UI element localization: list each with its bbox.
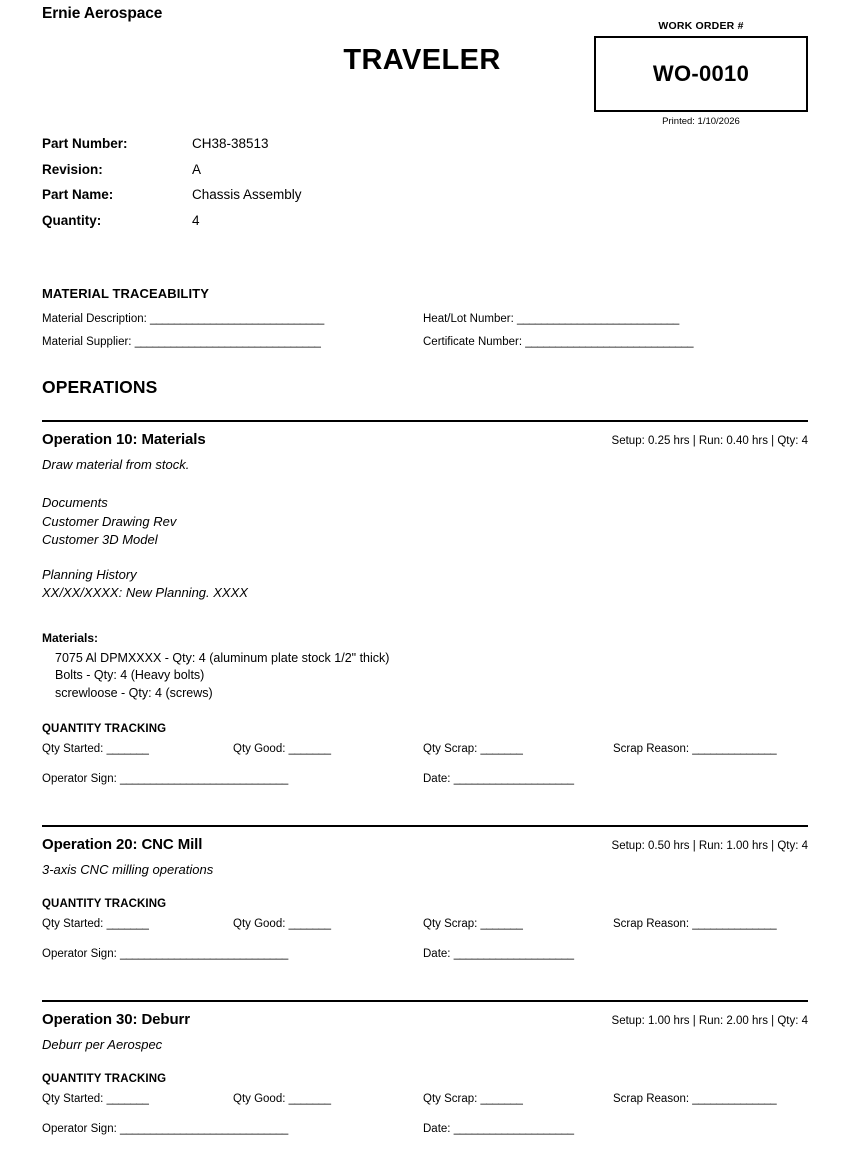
quantity-label: Quantity: xyxy=(42,212,102,228)
revision-label: Revision: xyxy=(42,161,103,177)
operator-sign-field xyxy=(42,773,288,785)
operation-description: Deburr per Aerospec xyxy=(42,1037,163,1052)
qty-good-field xyxy=(233,743,331,755)
operation-meta: Setup: 1.00 hrs | Run: 2.00 hrs | Qty: 4 xyxy=(611,1015,808,1027)
quantity-tracking-row xyxy=(42,1093,808,1123)
quantity-value: 4 xyxy=(192,212,200,228)
part-number-label: Part Number: xyxy=(42,136,128,151)
qty-scrap-blank[interactable]: _______ xyxy=(480,918,523,930)
scrap-reason-field xyxy=(613,1093,776,1105)
qty-good-blank[interactable]: _______ xyxy=(288,743,331,755)
date-label: Date: xyxy=(423,1123,451,1135)
operation-header xyxy=(42,827,808,853)
operation-documents xyxy=(42,494,808,550)
operation-description: 3-axis CNC milling operations xyxy=(42,862,214,877)
qty-scrap-field xyxy=(423,743,523,755)
operator-sign-blank[interactable]: ____________________________ xyxy=(120,1123,288,1135)
heat-lot-number-blank[interactable]: ___________________________ xyxy=(516,313,679,325)
heat-lot-number-label: Heat/Lot Number: xyxy=(423,313,514,325)
date-blank[interactable]: ____________________ xyxy=(453,1123,574,1135)
scrap-reason-blank[interactable]: ______________ xyxy=(692,918,777,930)
operator-sign-label: Operator Sign: xyxy=(42,948,117,960)
quantity-tracking-heading: QUANTITY TRACKING xyxy=(42,898,167,910)
date-field xyxy=(423,948,574,960)
qty-started-label: Qty Started: xyxy=(42,743,104,755)
date-label: Date: xyxy=(423,773,451,785)
part-info-row xyxy=(42,213,864,239)
date-blank[interactable]: ____________________ xyxy=(453,773,574,785)
operator-sign-field xyxy=(42,948,288,960)
qty-started-label: Qty Started: xyxy=(42,918,104,930)
material-description-label: Material Description: xyxy=(42,313,147,325)
material-supplier-field xyxy=(42,336,321,348)
material-item: screwloose - Qty: 4 (screws) xyxy=(55,685,213,700)
quantity-tracking-row xyxy=(42,948,808,978)
work-order-number: WO-0010 xyxy=(652,61,750,86)
material-description-field xyxy=(42,313,324,325)
quantity-tracking-heading: QUANTITY TRACKING xyxy=(42,1073,167,1085)
certificate-number-field xyxy=(423,336,693,348)
qty-started-field xyxy=(42,1093,149,1105)
quantity-tracking-heading: QUANTITY TRACKING xyxy=(42,723,167,735)
work-order-block xyxy=(594,20,808,127)
qty-started-label: Qty Started: xyxy=(42,1093,104,1105)
revision-value: A xyxy=(192,161,202,177)
operation-10 xyxy=(0,422,864,803)
quantity-tracking-row xyxy=(42,918,808,948)
operation-planning-history xyxy=(42,566,808,603)
quantity-tracking-fields xyxy=(42,743,808,803)
material-item: 7075 Al DPMXXXX - Qty: 4 (aluminum plate stock 1/2" thick) xyxy=(55,650,390,665)
qty-scrap-label: Qty Scrap: xyxy=(423,918,478,930)
certificate-number-blank[interactable]: ____________________________ xyxy=(525,336,694,348)
operation-meta: Setup: 0.25 hrs | Run: 0.40 hrs | Qty: 4 xyxy=(611,435,808,447)
work-order-label: WORK ORDER # xyxy=(658,20,744,32)
quantity-tracking-row xyxy=(42,743,808,773)
document-header xyxy=(0,0,864,132)
qty-scrap-label: Qty Scrap: xyxy=(423,743,478,755)
quantity-tracking-fields xyxy=(42,918,808,978)
qty-scrap-field xyxy=(423,918,523,930)
part-number-value: CH38-38513 xyxy=(192,136,269,151)
operator-sign-blank[interactable]: ____________________________ xyxy=(120,773,288,785)
operator-sign-label: Operator Sign: xyxy=(42,773,117,785)
quantity-tracking-row xyxy=(42,773,808,803)
material-supplier-label: Material Supplier: xyxy=(42,336,132,348)
qty-started-blank[interactable]: _______ xyxy=(106,743,149,755)
qty-scrap-blank[interactable]: _______ xyxy=(480,1093,523,1105)
materials-heading: Materials: xyxy=(42,630,99,645)
qty-good-blank[interactable]: _______ xyxy=(288,1093,331,1105)
scrap-reason-label: Scrap Reason: xyxy=(613,743,690,755)
quantity-tracking-fields xyxy=(42,1093,808,1153)
part-name-value: Chassis Assembly xyxy=(192,187,302,202)
operation-header xyxy=(42,1002,808,1028)
qty-scrap-blank[interactable]: _______ xyxy=(480,743,523,755)
document-item: Customer Drawing Rev xyxy=(42,513,177,529)
qty-scrap-label: Qty Scrap: xyxy=(423,1093,478,1105)
quantity-tracking-row xyxy=(42,1123,808,1153)
qty-started-field xyxy=(42,743,149,755)
part-info-row xyxy=(42,162,864,188)
part-info-block xyxy=(0,136,864,238)
qty-good-label: Qty Good: xyxy=(233,918,286,930)
operation-title: Operation 30: Deburr xyxy=(42,1011,191,1028)
scrap-reason-label: Scrap Reason: xyxy=(613,1093,690,1105)
scrap-reason-label: Scrap Reason: xyxy=(613,918,690,930)
qty-started-field xyxy=(42,918,149,930)
qty-good-blank[interactable]: _______ xyxy=(288,918,331,930)
qty-good-label: Qty Good: xyxy=(233,1093,286,1105)
material-traceability-row xyxy=(42,336,864,359)
qty-good-field xyxy=(233,1093,331,1105)
operation-title: Operation 10: Materials xyxy=(42,431,206,448)
material-item: Bolts - Qty: 4 (Heavy bolts) xyxy=(55,668,205,682)
material-traceability-section xyxy=(0,286,864,359)
date-label: Date: xyxy=(423,948,451,960)
part-name-label: Part Name: xyxy=(42,187,114,202)
operation-meta: Setup: 0.50 hrs | Run: 1.00 hrs | Qty: 4 xyxy=(611,840,808,852)
page-title: TRAVELER xyxy=(343,44,501,76)
materials-list xyxy=(42,650,808,703)
spacer xyxy=(0,803,864,825)
scrap-reason-blank[interactable]: ______________ xyxy=(692,743,777,755)
qty-started-blank[interactable]: _______ xyxy=(106,918,149,930)
spacer xyxy=(0,978,864,1000)
operation-description: Draw material from stock. xyxy=(42,457,190,472)
qty-scrap-field xyxy=(423,1093,523,1105)
material-traceability-row xyxy=(42,313,864,336)
qty-started-blank[interactable]: _______ xyxy=(106,1093,149,1105)
material-description-blank[interactable]: _____________________________ xyxy=(150,313,324,325)
date-field xyxy=(423,1123,574,1135)
spacer xyxy=(0,398,864,420)
part-info-row xyxy=(42,136,864,162)
part-info-row xyxy=(42,187,864,213)
documents-heading: Documents xyxy=(42,495,108,510)
printed-date: Printed: 1/10/2026 xyxy=(662,116,740,127)
scrap-reason-field xyxy=(613,918,776,930)
planning-history-heading: Planning History xyxy=(42,566,137,582)
date-blank[interactable]: ____________________ xyxy=(453,948,574,960)
operator-sign-blank[interactable]: ____________________________ xyxy=(120,948,288,960)
operation-20 xyxy=(0,827,864,978)
operation-title: Operation 20: CNC Mill xyxy=(42,836,203,853)
qty-good-field xyxy=(233,918,331,930)
planning-history-item: XX/XX/XXXX: New Planning. XXXX xyxy=(42,585,248,600)
operation-30 xyxy=(0,1002,864,1153)
operations-heading: OPERATIONS xyxy=(42,377,158,397)
material-traceability-heading: MATERIAL TRACEABILITY xyxy=(42,286,209,301)
heat-lot-number-field xyxy=(423,313,679,325)
scrap-reason-field xyxy=(613,743,776,755)
material-traceability-fields xyxy=(42,313,864,359)
date-field xyxy=(423,773,574,785)
operation-header xyxy=(42,422,808,448)
operator-sign-label: Operator Sign: xyxy=(42,1123,117,1135)
work-order-box xyxy=(594,36,808,112)
operator-sign-field xyxy=(42,1123,288,1135)
material-supplier-blank[interactable]: _______________________________ xyxy=(134,336,321,348)
scrap-reason-blank[interactable]: ______________ xyxy=(692,1093,777,1105)
company-name: Ernie Aerospace xyxy=(42,5,163,22)
document-item: Customer 3D Model xyxy=(42,532,158,547)
certificate-number-label: Certificate Number: xyxy=(423,336,523,348)
qty-good-label: Qty Good: xyxy=(233,743,286,755)
